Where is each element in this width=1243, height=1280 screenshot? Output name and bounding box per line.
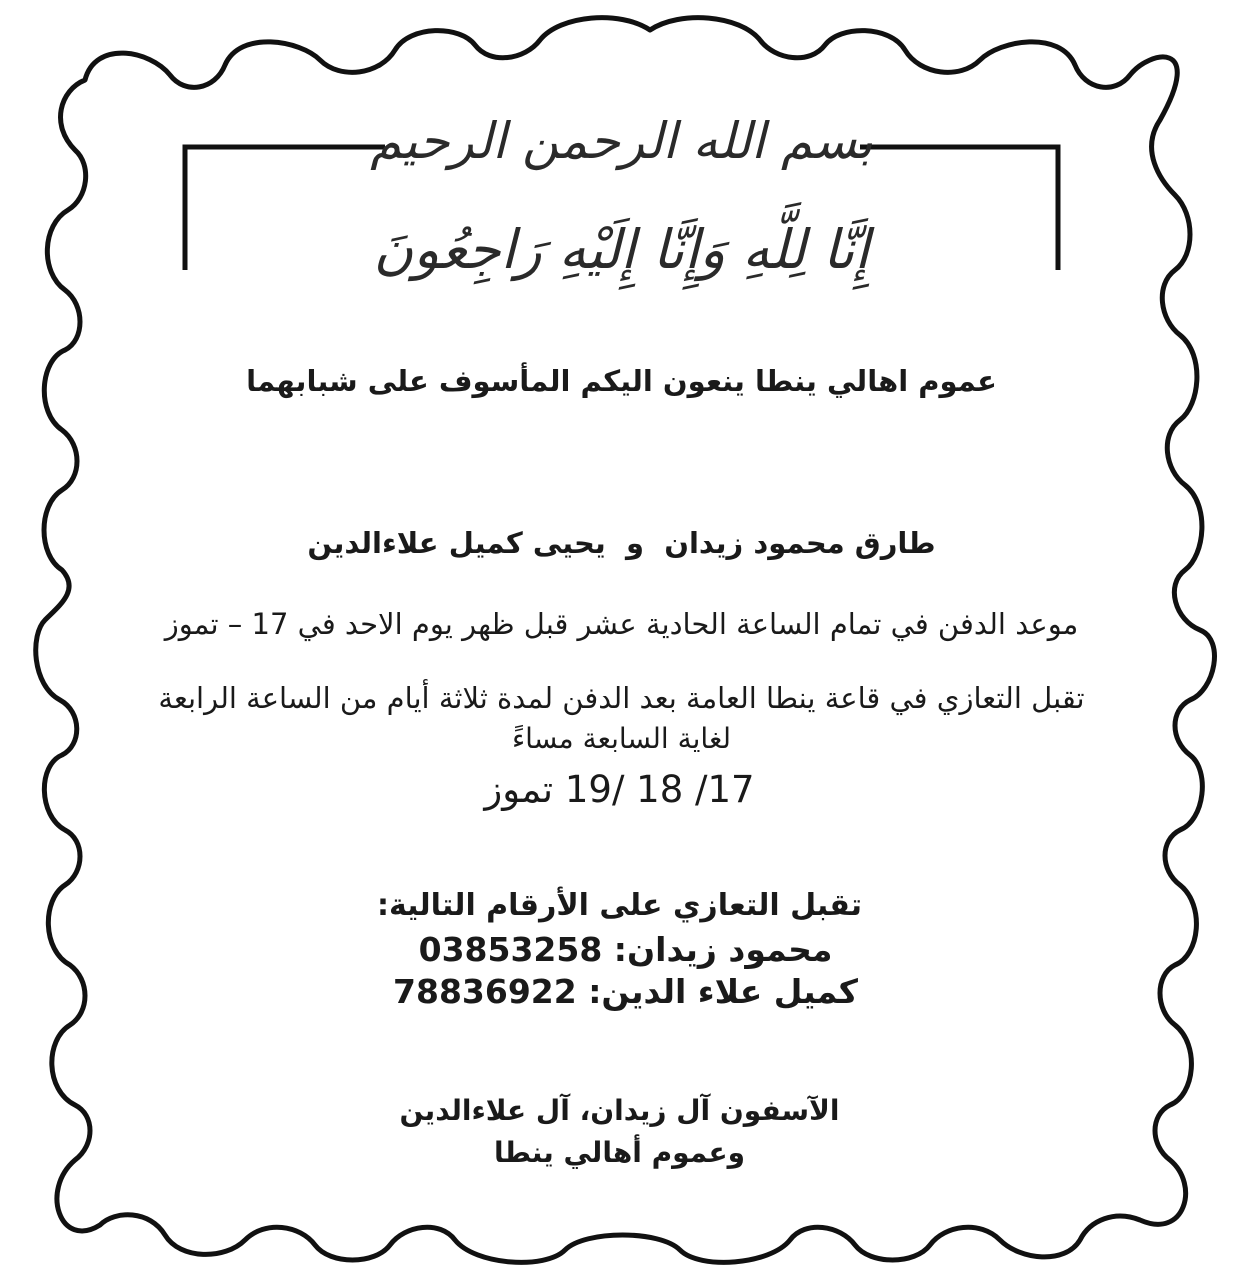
deceased-names: طارق محمود زيدان و يحيى كميل علاءالدين	[307, 526, 936, 560]
istirja-calligraphy: إِنَّا لِلَّهِ وَإِنَّا إِلَيْهِ رَاجِعُونَ	[373, 218, 870, 281]
basmala-calligraphy: بسم الله الرحمن الرحيم	[370, 112, 873, 170]
condolence-hall-text: تقبل التعازي في قاعة ينطا العامة بعد الدفن لمدة ثلاثة أيام من الساعة الرابعة	[158, 681, 1085, 715]
contact-numbers-heading: تقبل التعازي على الأرقام التالية:	[376, 888, 863, 923]
signature-families: الآسفون آل زيدان، آل علاءالدين	[399, 1094, 840, 1127]
condolence-dates: 17/ 18 /19 تموز	[484, 768, 755, 811]
burial-time: موعد الدفن في تمام الساعة الحادية عشر قبل ظهر يوم الاحد في 17 – تموز	[164, 607, 1079, 641]
condolence-time-text: لغاية السابعة مساءً	[512, 722, 731, 755]
announcement-line: عموم اهالي ينطا ينعون اليكم المأسوف على شبابهما	[246, 364, 997, 398]
contact-phone-2: كميل علاء الدين: 78836922	[393, 972, 858, 1011]
contact-phone-1: محمود زيدان: 03853258	[418, 930, 833, 969]
signature-villagers: وعموم أهالي ينطا	[494, 1136, 745, 1169]
